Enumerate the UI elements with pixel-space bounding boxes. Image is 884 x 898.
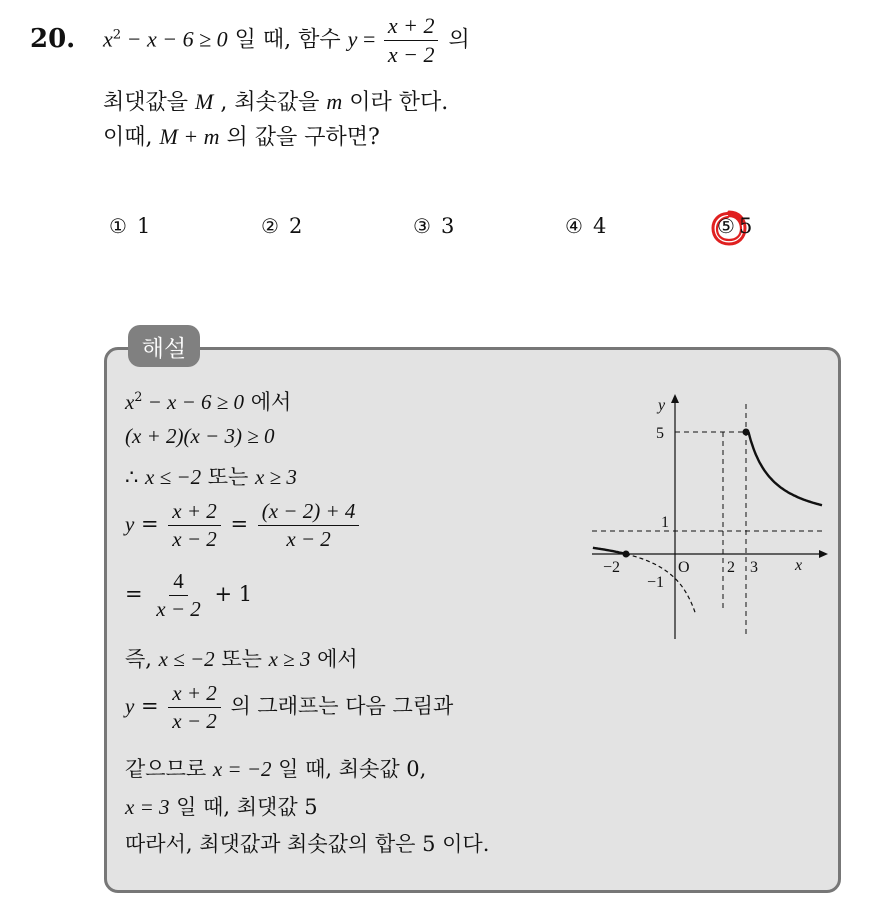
problem-fraction bbox=[384, 14, 439, 67]
tick-1: 1 bbox=[661, 514, 669, 531]
origin-label: O bbox=[678, 559, 690, 576]
fraction-3 bbox=[152, 570, 205, 621]
or-text: 또는 bbox=[214, 647, 269, 671]
problem-line-3 bbox=[103, 120, 380, 151]
equals: = bbox=[125, 582, 150, 607]
solution-line-5 bbox=[125, 570, 252, 621]
line3-text-a: 이때, bbox=[103, 125, 160, 150]
choice-5[interactable] bbox=[717, 214, 752, 238]
y-symbol: y bbox=[125, 694, 135, 719]
x-axis-label: x bbox=[795, 557, 803, 574]
line2-text-b: , 최솟값을 bbox=[213, 90, 327, 115]
solution-tab: 해설 bbox=[128, 325, 200, 367]
tick-5: 5 bbox=[656, 425, 664, 442]
fraction-1 bbox=[168, 500, 221, 551]
choice-4[interactable] bbox=[565, 214, 606, 238]
point-min bbox=[623, 551, 630, 558]
func-y: y bbox=[347, 26, 358, 52]
x-axis-arrow bbox=[819, 550, 828, 558]
range-b: x ≥ 3 bbox=[255, 465, 297, 489]
cond-exponent: 2 bbox=[112, 27, 122, 43]
function-graph bbox=[592, 394, 832, 644]
y-axis-label: y bbox=[658, 397, 666, 414]
choice-1[interactable] bbox=[109, 214, 150, 238]
x-value-min: x = −2 bbox=[212, 757, 272, 781]
fraction-denominator: x − 2 bbox=[286, 527, 331, 552]
fraction-numerator: x + 2 bbox=[168, 500, 221, 526]
y-axis-arrow bbox=[671, 394, 679, 403]
sol-exponent: 2 bbox=[134, 389, 143, 404]
choice-mark: ③ bbox=[413, 214, 431, 238]
line8-tail: 일 때, 최솟값 0, bbox=[271, 757, 427, 781]
fraction-denominator: x − 2 bbox=[172, 527, 217, 552]
fraction-numerator: (x − 2) + 4 bbox=[258, 500, 360, 526]
choice-mark: ① bbox=[109, 214, 127, 238]
solution-line-8 bbox=[125, 753, 426, 783]
choice-value: 1 bbox=[136, 214, 151, 238]
line7-tail: 의 그래프는 다음 그림과 bbox=[223, 694, 454, 719]
sol-inequality: − x − 6 ≥ 0 bbox=[142, 390, 245, 414]
choice-mark: ⑤ bbox=[717, 214, 735, 238]
line9-tail: 일 때, 최댓값 5 bbox=[169, 795, 318, 819]
solution-line-10: 따라서, 최댓값과 최솟값의 합은 5 이다. bbox=[125, 832, 490, 856]
line2-text-a: 최댓값을 bbox=[103, 90, 196, 115]
line6-tail: 에서 bbox=[310, 647, 358, 671]
y-symbol: y bbox=[125, 512, 135, 537]
equals: = bbox=[223, 512, 255, 537]
tick-2: 2 bbox=[727, 559, 735, 576]
equals: = bbox=[134, 512, 166, 537]
choice-mark: ② bbox=[261, 214, 279, 238]
range-a: x ≤ −2 bbox=[145, 465, 202, 489]
func-tail: 의 bbox=[441, 27, 470, 53]
sum-expression: M + m bbox=[159, 124, 220, 149]
range-a: x ≤ −2 bbox=[158, 647, 215, 671]
fraction-denominator: x − 2 bbox=[387, 42, 435, 68]
plus-one: + 1 bbox=[207, 582, 253, 607]
point-max bbox=[743, 429, 750, 436]
curve-left-solid bbox=[593, 548, 626, 554]
line3-text-b: 의 값을 구하면? bbox=[219, 125, 380, 150]
problem-number: 20. bbox=[30, 24, 76, 54]
solution-line-4 bbox=[125, 500, 362, 551]
choice-value: 5 bbox=[738, 214, 753, 238]
choice-2[interactable] bbox=[261, 214, 302, 238]
solution-line-9 bbox=[125, 791, 318, 821]
max-symbol: M bbox=[195, 89, 214, 114]
cond-tail: 일 때, 함수 bbox=[227, 27, 348, 53]
or-text: 또는 bbox=[201, 465, 256, 489]
choice-value: 4 bbox=[592, 214, 607, 238]
problem-line-2 bbox=[103, 85, 448, 116]
min-symbol: m bbox=[326, 89, 343, 114]
curve-right-solid bbox=[749, 432, 823, 505]
range-b: x ≥ 3 bbox=[268, 647, 311, 671]
solution-line-7 bbox=[125, 682, 453, 733]
fraction-denominator: x − 2 bbox=[156, 597, 201, 622]
solution-line-3 bbox=[125, 461, 297, 491]
choice-value: 3 bbox=[440, 214, 455, 238]
choice-mark: ④ bbox=[565, 214, 583, 238]
fraction-4 bbox=[168, 682, 221, 733]
cond-x: x bbox=[103, 26, 113, 52]
func-eq: = bbox=[357, 26, 381, 52]
tick-neg1: −1 bbox=[647, 574, 665, 591]
fraction-numerator: x + 2 bbox=[168, 682, 221, 708]
line2-text-c: 이라 한다. bbox=[342, 90, 449, 115]
problem-line-1 bbox=[103, 14, 470, 67]
fraction-numerator: 4 bbox=[169, 570, 188, 596]
equals: = bbox=[134, 694, 166, 719]
solution-line-2: (x + 2)(x − 3) ≥ 0 bbox=[125, 424, 275, 448]
fraction-numerator: x + 2 bbox=[384, 14, 439, 41]
sol-tail: 에서 bbox=[244, 390, 292, 414]
solution-line-6 bbox=[125, 643, 358, 673]
fraction-2 bbox=[258, 500, 360, 551]
therefore-symbol: ∴ bbox=[125, 465, 146, 489]
tick-3: 3 bbox=[750, 559, 758, 576]
sol-x: x bbox=[125, 390, 135, 414]
choice-3[interactable] bbox=[413, 214, 454, 238]
choice-value: 2 bbox=[288, 214, 303, 238]
fraction-denominator: x − 2 bbox=[172, 709, 217, 734]
line6-prefix: 즉, bbox=[125, 647, 159, 671]
tick-neg2: −2 bbox=[603, 559, 621, 576]
solution-line-1 bbox=[125, 386, 291, 416]
line8-prefix: 같으므로 bbox=[125, 757, 213, 781]
cond-rest: − x − 6 ≥ 0 bbox=[121, 26, 228, 52]
x-value-max: x = 3 bbox=[125, 795, 170, 819]
